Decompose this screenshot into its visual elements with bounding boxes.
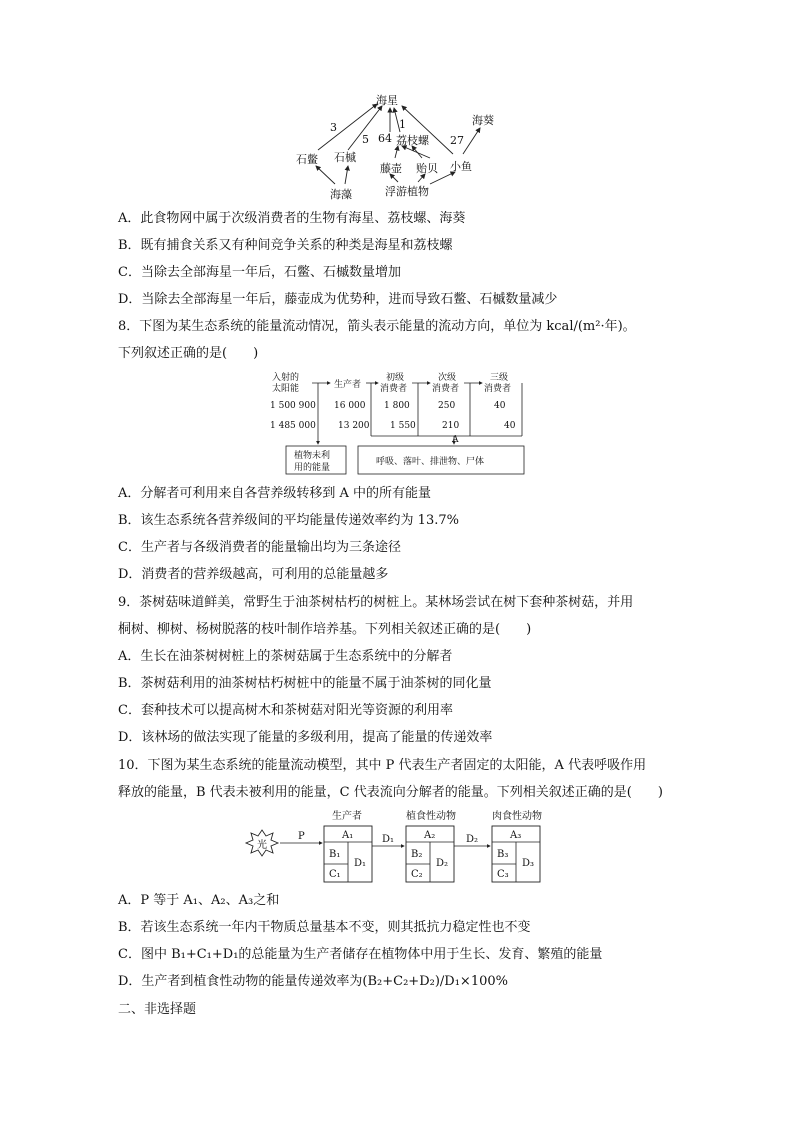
section-heading-nonchoice: 二、非选择题 — [118, 1002, 197, 1017]
cell-A1: A₁ — [342, 830, 354, 841]
value-w3: 1 550 — [390, 421, 416, 431]
q7-option-a: A．此食物网中属于次级消费者的生物有海星、荔枝螺、海葵 — [118, 211, 466, 226]
cell-B3: B₃ — [497, 849, 509, 860]
q8-option-a: A．分解者可利用来自各营养级转移到 A 中的所有能量 — [118, 486, 432, 501]
q7-option-b: B．既有捕食关系又有种间竞争关系的种类是海星和荔枝螺 — [118, 238, 453, 253]
q8-stem-2: 下列叙述正确的是( ) — [118, 346, 259, 361]
arrow-label-D1: D₁ — [382, 834, 395, 845]
label-A: A — [452, 435, 459, 445]
label-sun: 光 — [257, 840, 267, 851]
q10-stem-1: 10．下图为某生态系统的能量流动模型，其中 P 代表生产者固定的太阳能，A 代表呼吸作用 — [118, 758, 647, 773]
value-v4: 250 — [438, 401, 456, 411]
cell-B1: B₁ — [329, 849, 341, 860]
label-c2a: 次级 — [438, 373, 457, 383]
cell-A3: A₃ — [510, 830, 522, 841]
energy-flow-diagram-q8 — [266, 370, 528, 476]
q7-option-c: C．当除去全部海星一年后，石鳖、石槭数量增加 — [118, 265, 401, 280]
value-v3: 1 800 — [384, 401, 410, 411]
node-fuyou: 浮游植物 — [385, 185, 429, 198]
edge-num-5: 5 — [362, 133, 369, 146]
label-c3a: 三级 — [490, 373, 509, 383]
q8-stem-1: 8．下图为某生态系统的能量流动情况，箭头表示能量的流动方向，单位为 kcal/(m²·年)。 — [118, 319, 636, 334]
value-v5: 40 — [494, 401, 506, 411]
value-v2: 16 000 — [334, 401, 366, 411]
value-w4: 210 — [442, 421, 460, 431]
label-sun-1: 入射的 — [272, 373, 300, 383]
box-unused-2: 用的能量 — [294, 463, 331, 473]
value-w2: 13 200 — [338, 421, 370, 431]
node-tenghu: 藤壶 — [380, 162, 402, 175]
food-web-diagram — [290, 92, 510, 204]
label-c3b: 消费者 — [484, 384, 512, 394]
q8-option-d: D．消费者的营养级越高，可利用的总能量越多 — [118, 567, 389, 582]
q9-stem-1: 9．茶树菇味道鲜美，常野生于油茶树枯朽的树桩上。某林场尝试在树下套种茶树菇，并用 — [118, 595, 634, 610]
q9-option-c: C．套种技术可以提高树木和茶树菇对阳光等资源的利用率 — [118, 703, 453, 718]
label-producer: 生产者 — [334, 380, 362, 390]
arrow-label-D2: D₂ — [466, 834, 479, 845]
label-c1a: 初级 — [386, 373, 405, 383]
q10-option-b: B．若该生态系统一年内干物质总量基本不变，则其抵抗力稳定性也不变 — [118, 920, 531, 935]
node-shibie: 石鳖 — [296, 153, 318, 166]
edge-num-3: 3 — [330, 121, 337, 134]
label-c2b: 消费者 — [432, 384, 460, 394]
q10-option-d: D．生产者到植食性动物的能量传递效率为(B₂+C₂+D₂)/D₁×100% — [118, 974, 508, 989]
q7-option-d: D．当除去全部海星一年后，藤壶成为优势种，进而导致石鳖、石槭数量减少 — [118, 292, 558, 307]
q10-option-c: C．图中 B₁+C₁+D₁的总能量为生产者储存在植物体中用于生长、发育、繁殖的能量 — [118, 947, 603, 962]
edge-num-64: 64 — [378, 132, 392, 145]
node-xiaoyu: 小鱼 — [450, 160, 472, 173]
label-c1b: 消费者 — [380, 384, 408, 394]
node-shijian: 石槭 — [334, 151, 356, 164]
cell-C3: C₃ — [497, 869, 509, 880]
box-unused-1: 植物未利 — [294, 451, 331, 461]
node-haizao: 海藻 — [330, 188, 352, 201]
node-lizhiluo: 荔枝螺 — [396, 134, 429, 147]
value-w5: 40 — [504, 421, 516, 431]
header-producer: 生产者 — [332, 811, 362, 822]
q8-option-c: C．生产者与各级消费者的能量输出均为三条途径 — [118, 540, 401, 555]
node-haikui: 海葵 — [472, 114, 494, 127]
node-yibei: 贻贝 — [416, 162, 438, 175]
header-carnivore: 肉食性动物 — [492, 811, 542, 822]
cell-A2: A₂ — [424, 830, 436, 841]
q10-option-a: A．P 等于 A₁、A₂、A₃之和 — [118, 893, 280, 908]
cell-D3: D₃ — [522, 858, 535, 869]
energy-flow-model-q10 — [240, 806, 550, 886]
cell-C2: C₂ — [411, 869, 423, 880]
q9-option-b: B．茶树菇利用的油茶树枯朽树桩中的能量不属于油茶树的同化量 — [118, 676, 492, 691]
q9-option-d: D．该林场的做法实现了能量的多级利用，提高了能量的传递效率 — [118, 730, 493, 745]
value-v1: 1 500 900 — [270, 401, 316, 411]
header-herbivore: 植食性动物 — [406, 811, 456, 822]
cell-B2: B₂ — [411, 849, 423, 860]
value-w1: 1 485 000 — [270, 421, 316, 431]
box-respiration: 呼吸、落叶、排泄物、尸体 — [376, 457, 485, 467]
q8-option-b: B．该生态系统各营养级间的平均能量传递效率约为 13.7% — [118, 513, 459, 528]
cell-C1: C₁ — [329, 869, 341, 880]
edge-num-27: 27 — [450, 134, 464, 147]
q9-option-a: A．生长在油茶树树桩上的茶树菇属于生态系统中的分解者 — [118, 649, 453, 664]
node-haixing: 海星 — [376, 94, 398, 107]
q10-stem-2: 释放的能量，B 代表未被利用的能量，C 代表流向分解者的能量。下列相关叙述正确的是( ) — [118, 785, 663, 800]
q9-stem-2: 桐树、柳树、杨树脱落的枝叶制作培养基。下列相关叙述正确的是( ) — [118, 622, 532, 637]
cell-D2: D₂ — [436, 858, 449, 869]
label-P: P — [298, 831, 305, 842]
edge-num-1: 1 — [399, 118, 406, 131]
cell-D1: D₁ — [354, 858, 367, 869]
label-sun-2: 太阳能 — [272, 384, 300, 394]
